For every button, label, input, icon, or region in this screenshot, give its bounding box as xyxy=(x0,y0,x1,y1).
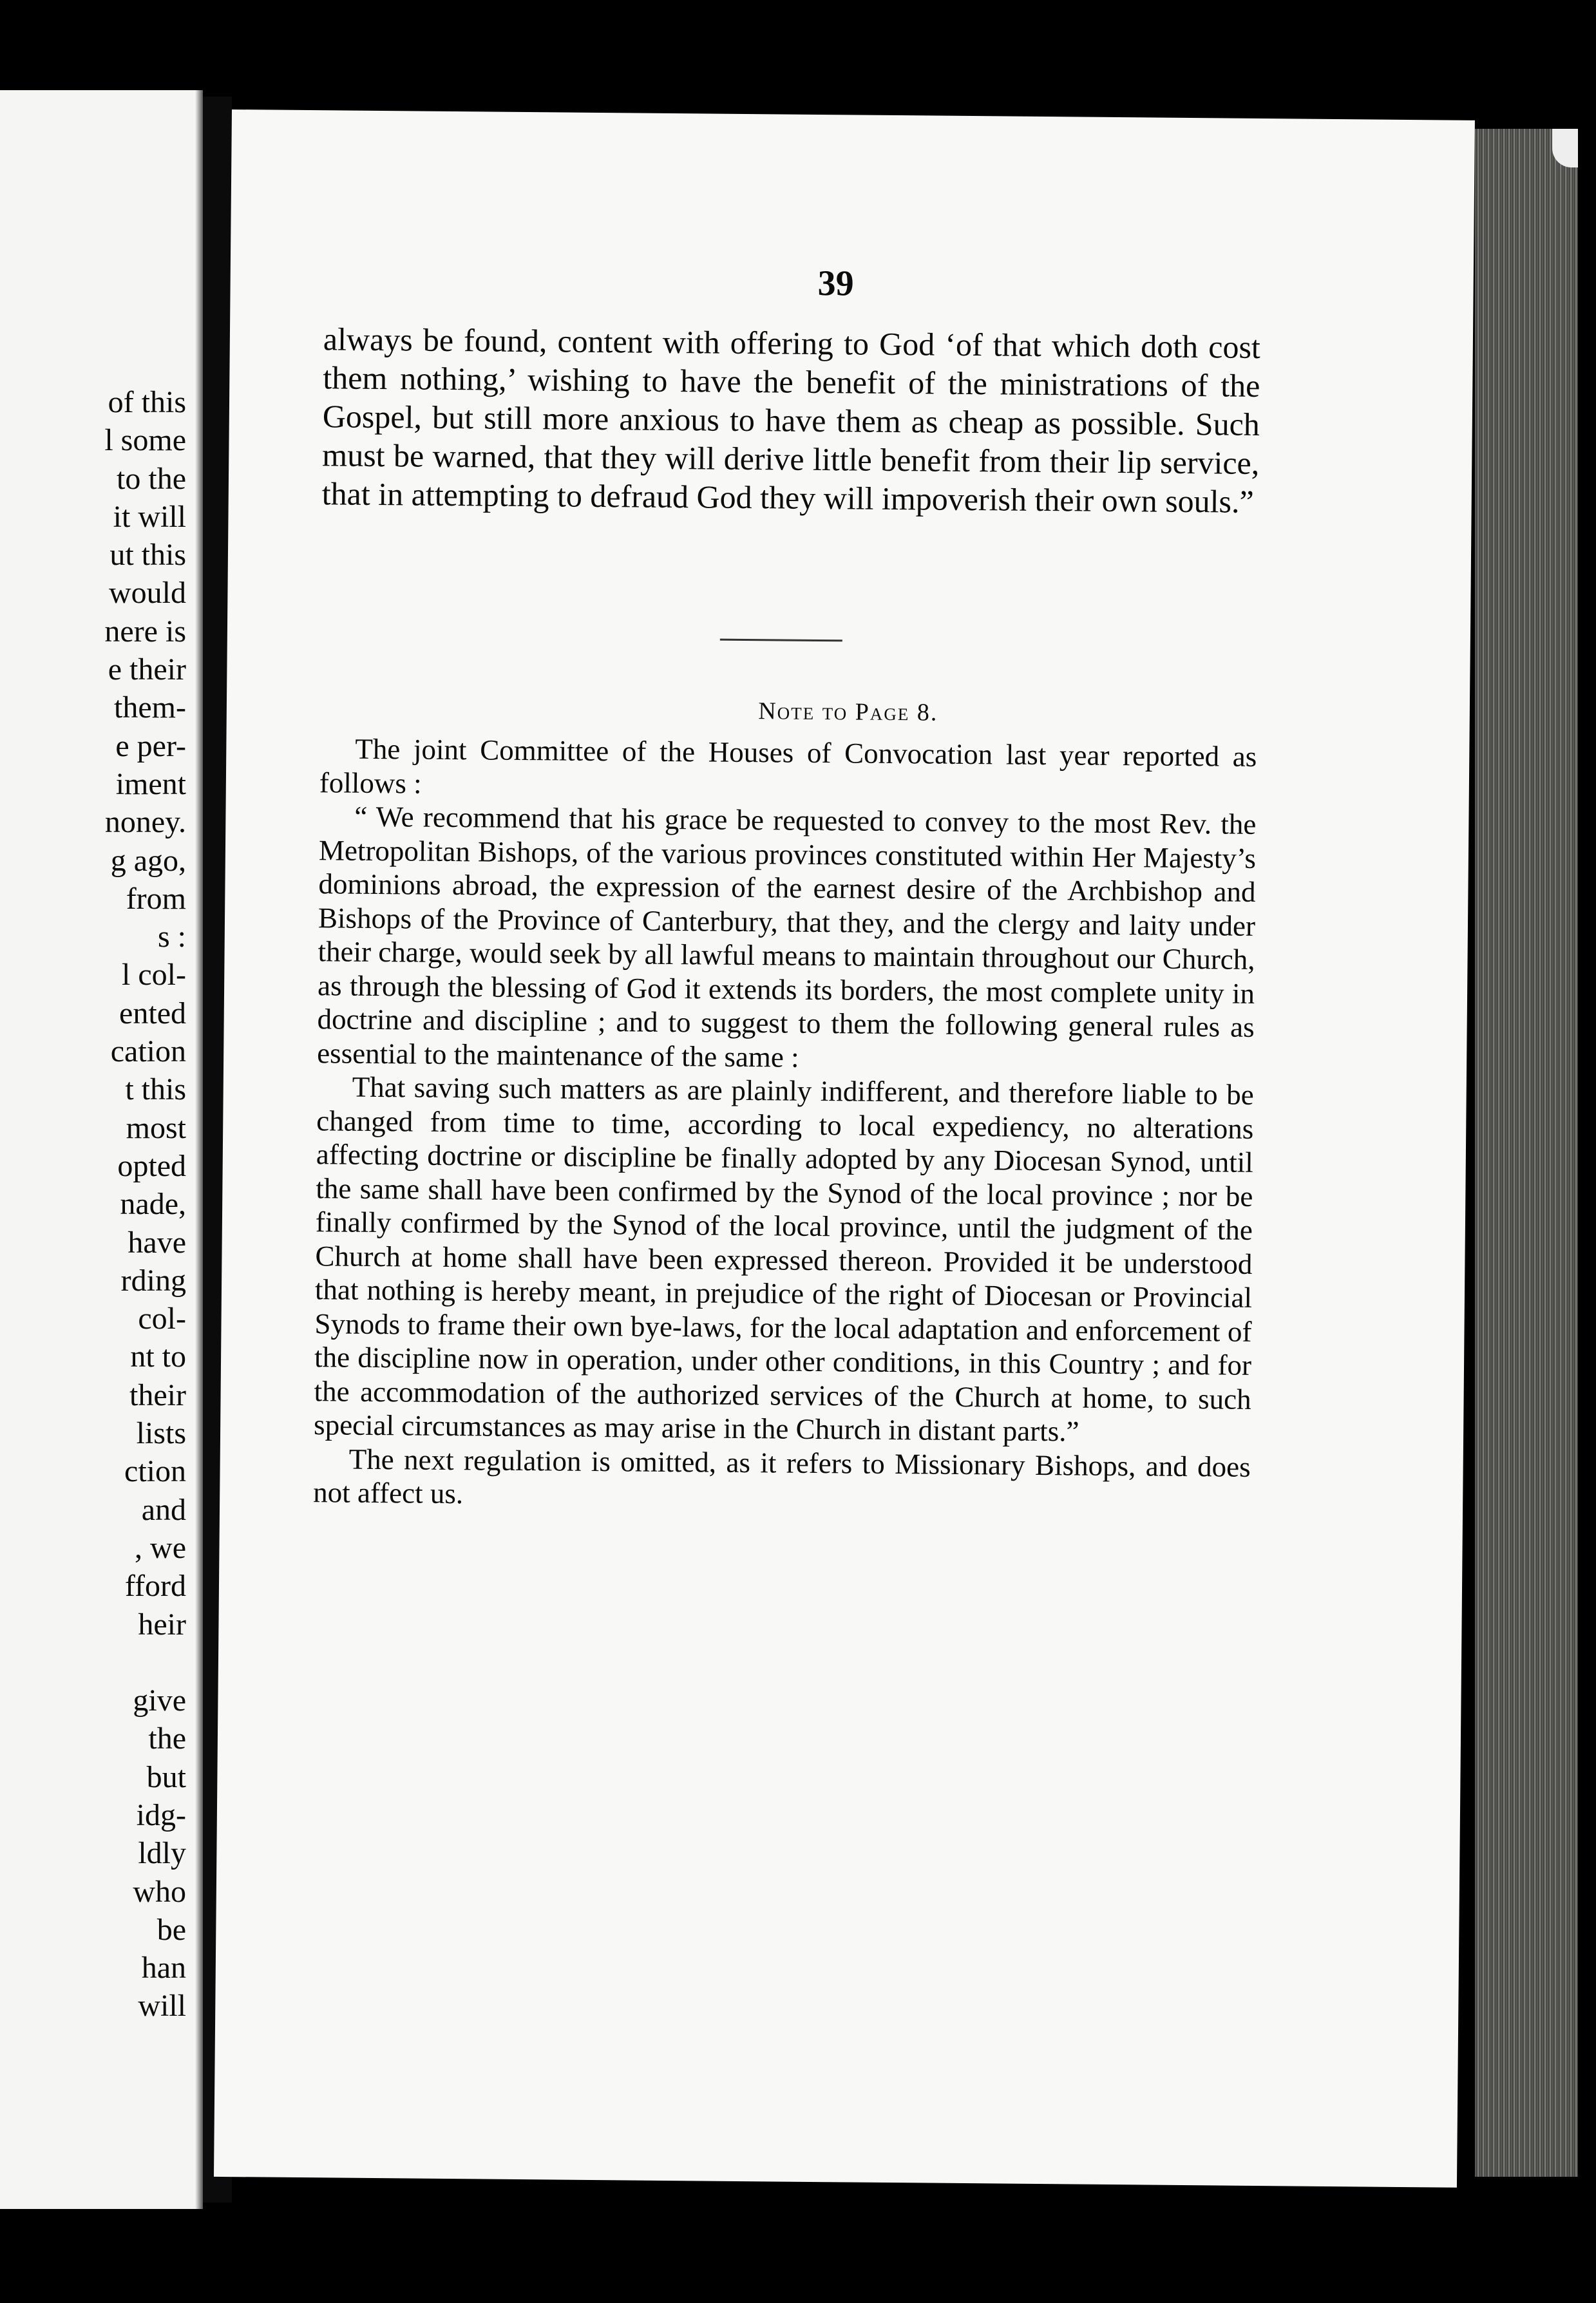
left-page-line: idg- xyxy=(136,1797,186,1832)
left-page-line: ldly xyxy=(138,1836,186,1871)
left-page-line: iment xyxy=(115,766,186,801)
left-page-line: t this xyxy=(125,1072,186,1107)
left-page-line: , we xyxy=(135,1530,186,1565)
left-page-line: g ago, xyxy=(110,843,186,878)
gutter-shadow xyxy=(195,90,203,2209)
left-page-line: and xyxy=(141,1492,186,1527)
left-page-line: of this xyxy=(108,385,186,419)
note-paragraph: The joint Committee of the Houses of Convocation last year reported as follows : xyxy=(319,732,1257,800)
left-page-line: be xyxy=(157,1912,186,1947)
note-body xyxy=(313,732,1257,1517)
left-page-line: ction xyxy=(124,1454,186,1489)
main-page xyxy=(214,109,1475,2188)
left-page-line: will xyxy=(138,1989,186,2023)
continued-paragraph: always be found, content with offering to God ‘of that which doth cost them nothing,’ wishing to have the benefit of the ministrations of the Gospel, but still more anxious to have them as cheap as possible. Such must be warned, that they will derive little benefit from their lip service, that in attempting to defraud God they will impoverish their own souls.” xyxy=(321,321,1261,520)
note-paragraph: That saving such matters as are plainly indifferent, and therefore liable to be changed from time to time, according to local expediency, no alterations affecting doctrine or discipline be finally adopted by any Diocesan Synod, until the same shall have been confirmed by the Synod of the local province ; nor be finally confirmed by the Synod of the local province, until the judgment of the Church at home shall have been expressed thereon. Provided it be understood that nothing is hereby meant, in prejudice of the right of Diocesan or Provincial Synods to frame their own bye-laws, for the local adaptation and enforcement of the discipline now in operation, under other conditions, in this Country ; and for the accommodation of the authorized services of the Church at home, to such special circumstances as may arise in the Church in distant parts.” xyxy=(313,1070,1254,1448)
note-paragraph: “ We recommend that his grace be requested to convey to the most Rev. the Metropolitan Bishops, of the various provinces constituted within Her Majesty’s dominions abroad, the expression of the earnest desire of the Archbishop and Bishops of the Province of Canterbury, that they, and the clergy and laity under their charge, would seek by all lawful means to maintain throughout our Church, as through the blessing of God it extends its borders, the most complete unity in doctrine and discipline ; and to suggest to them the following general rules as essential to the maintenance of the same : xyxy=(317,800,1257,1074)
left-page-line: cation xyxy=(110,1034,186,1069)
left-page-line: but xyxy=(146,1759,186,1794)
left-page-line: nt to xyxy=(130,1340,186,1374)
left-facing-page xyxy=(0,90,203,2209)
section-divider xyxy=(720,639,842,642)
left-page-line: it will xyxy=(113,499,186,534)
left-page-text xyxy=(19,383,186,2025)
left-page-line: from xyxy=(126,881,186,916)
left-page-line: e their xyxy=(108,652,186,687)
left-page-line: ented xyxy=(119,996,186,1030)
left-page-line: most xyxy=(126,1110,186,1145)
left-page-line: give xyxy=(133,1683,186,1718)
left-page-line: opted xyxy=(117,1148,186,1183)
left-page-line: l some xyxy=(104,423,186,458)
left-page-line: nere is xyxy=(104,614,186,649)
left-page-line: noney. xyxy=(104,805,186,840)
left-page-line: them- xyxy=(114,690,186,725)
left-page-line: ut this xyxy=(109,538,186,573)
note-heading: Note to Page 8. xyxy=(758,697,938,726)
page-number: 39 xyxy=(817,263,854,304)
left-page-line: han xyxy=(141,1951,186,1986)
left-page-line: l col- xyxy=(122,958,186,992)
left-page-line: heir xyxy=(138,1607,186,1642)
left-page-line: the xyxy=(148,1721,186,1756)
left-page-line: col- xyxy=(138,1302,186,1336)
left-page-line: s : xyxy=(157,920,186,954)
note-paragraph: The next regulation is omitted, as it refers to Missionary Bishops, and does not affect us. xyxy=(313,1443,1251,1510)
left-page-line: to the xyxy=(117,461,186,496)
page-block-edge xyxy=(1475,129,1578,2177)
left-page-line xyxy=(19,1644,186,1682)
page-corner xyxy=(1552,129,1578,167)
left-page-line: e per- xyxy=(115,728,186,763)
left-page-line: nade, xyxy=(120,1187,186,1222)
left-page-line: would xyxy=(109,576,186,611)
left-page-line: have xyxy=(128,1225,186,1260)
left-page-line: fford xyxy=(124,1569,186,1604)
left-page-line: who xyxy=(133,1874,186,1909)
left-page-line: rding xyxy=(120,1263,186,1298)
left-page-line: their xyxy=(129,1378,186,1412)
left-page-line: lists xyxy=(136,1416,186,1451)
